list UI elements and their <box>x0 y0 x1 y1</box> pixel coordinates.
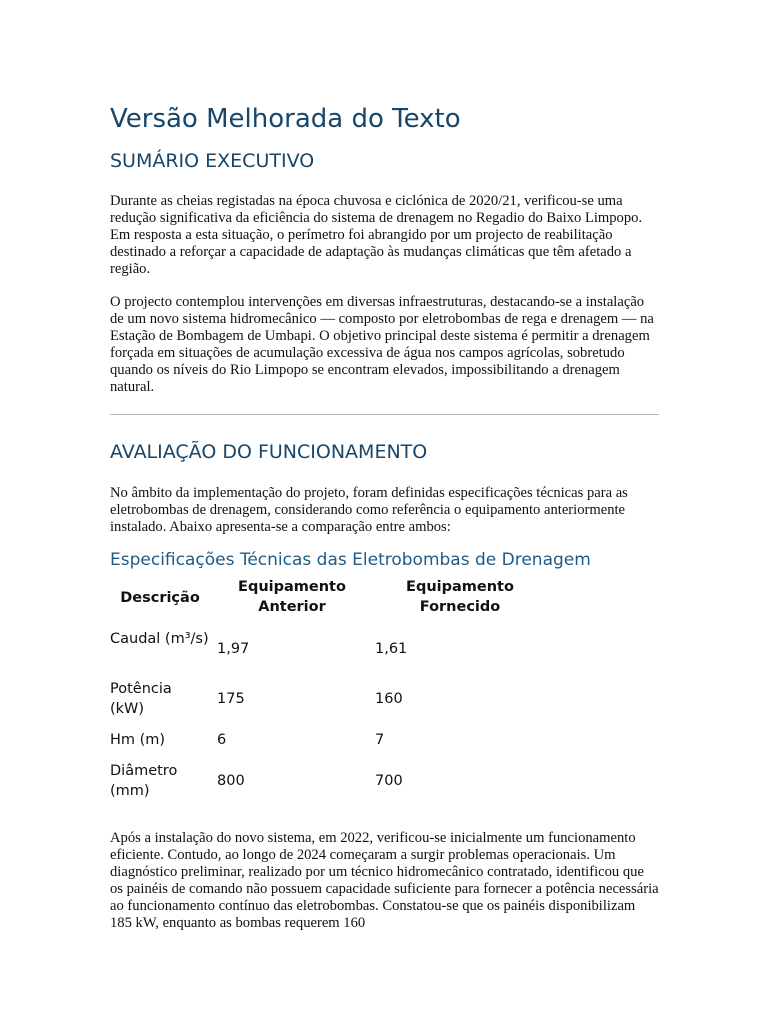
section-heading-sumario: SUMÁRIO EXECUTIVO <box>110 150 315 172</box>
paragraph-sumario-1: Durante as cheias registadas na época chuvosa e ciclónica de 2020/21, verificou-se uma redução significativa da eficiência do sistema de drenagem no Regadio do Baixo Limpopo. Em resposta a esta situação, o perímetro foi abrangido por um projecto de reabilitação destinado a reforçar a capacidade de adaptação às mudanças climáticas que têm afetado a região. <box>110 193 643 277</box>
table-row <box>110 730 540 750</box>
table-caption: Especificações Técnicas das Eletrobombas de Drenagem <box>110 550 591 570</box>
specifications-table <box>110 574 540 799</box>
table-header-cell: Equipamento Fornecido <box>406 579 514 615</box>
table-row <box>110 629 540 669</box>
document-title: Versão Melhorada do Texto <box>110 104 461 134</box>
table-cell-supplied: 700 <box>375 773 403 789</box>
paragraph-avaliacao-closing: Após a instalação do novo sistema, em 2022, verificou-se inicialmente um funcionamento eficiente. Contudo, ao longo de 2024 começaram a surgir problemas operacionais. Um diagnóstico preliminar, realizado por um técnico hidromecânico contratado, identificou que os painéis de comando não possuem capacidade suficiente para fornecer a potência necessária ao funcionamento contínuo das eletrobombas. Constatou-se que os painéis disponibilizam 185 kW, enquanto as bombas requerem 160 <box>110 830 659 931</box>
table-cell-supplied: 1,61 <box>375 641 408 657</box>
table-header-row <box>110 574 540 624</box>
table-cell-description: Hm (m) <box>110 732 166 748</box>
table-cell-previous: 800 <box>217 773 245 789</box>
table-cell-description: Potência (kW) <box>110 681 172 717</box>
paragraph-avaliacao-intro: No âmbito da implementação do projeto, foram definidas especificações técnicas para as eletrobombas de drenagem, considerando como referência o equipamento anteriormente instalado. Abaixo apresenta-se a comparação entre ambos: <box>110 485 628 535</box>
table-header-cell: Descrição <box>120 590 200 606</box>
table-cell-supplied: 7 <box>375 732 385 748</box>
table-cell-previous: 6 <box>217 732 227 748</box>
paragraph-sumario-2: O projecto contemplou intervenções em diversas infraestruturas, destacando-se a instalação de um novo sistema hidromecânico — composto por eletrobombas de rega e drenagem — na Estação de Bombagem de Umbapi. O objetivo principal deste sistema é permitir a drenagem forçada em situações de acumulação excessiva de água nos campos agrícolas, sobretudo quando os níveis do Rio Limpopo se encontram elevados, impossibilitando a drenagem natural. <box>110 294 654 395</box>
table-row <box>110 761 540 801</box>
table-cell-description: Diâmetro (mm) <box>110 763 178 799</box>
table-cell-description: Caudal (m³/s) <box>110 631 209 647</box>
table-cell-previous: 1,97 <box>217 641 250 657</box>
section-divider <box>110 414 659 415</box>
table-cell-supplied: 160 <box>375 691 403 707</box>
table-row <box>110 679 540 719</box>
table-cell-previous: 175 <box>217 691 245 707</box>
section-heading-avaliacao: AVALIAÇÃO DO FUNCIONAMENTO <box>110 441 428 463</box>
table-header-cell: Equipamento Anterior <box>238 579 346 615</box>
